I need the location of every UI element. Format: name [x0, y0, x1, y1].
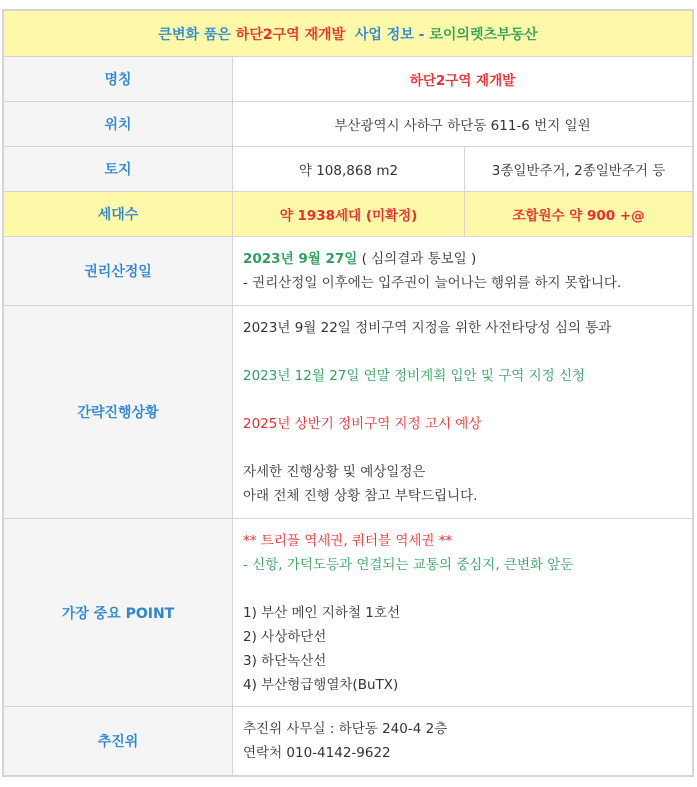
progress-line-4: 자세한 진행상황 및 예상일정은: [243, 464, 426, 480]
row-land: [4, 147, 693, 192]
points-sub: - 신항, 가덕도등과 연결되는 교통의 중심지, 큰변화 앞둔: [243, 556, 574, 573]
progress-line-1: 2023년 9월 22일 정비구역 지정을 위한 사전타당성 심의 통과: [243, 320, 612, 336]
row-households: [4, 192, 693, 237]
label-land: 토지: [4, 147, 233, 192]
points-item-3: 3) 하단녹산선: [243, 652, 327, 669]
value-land-area: 약 108,868 m2: [233, 147, 465, 192]
committee-contact: 연락처 010-4142-9622: [243, 745, 391, 761]
info-table: [2, 9, 694, 777]
rights-date-line: [243, 247, 682, 271]
row-committee: [4, 707, 693, 776]
rights-date-note: ( 심의결과 통보일 ): [357, 251, 477, 267]
row-progress: [4, 306, 693, 519]
progress-line-5: 아래 전체 진행 상황 참고 부탁드립니다.: [243, 488, 478, 504]
value-households-members: 조합원수 약 900 +@: [465, 192, 693, 237]
label-rights-date: 권리산정일: [4, 237, 233, 306]
title-agency: 로이의렛츠부동산: [429, 26, 538, 43]
committee-office: 추진위 사무실 : 하단동 240-4 2층: [243, 721, 448, 737]
rights-date-notice: - 권리산정일 이후에는 입주권이 늘어나는 행위를 하지 못합니다.: [243, 275, 622, 291]
row-points: [4, 519, 693, 707]
title-row: [4, 11, 693, 57]
points-item-4: 4) 부산형급행열차(BuTX): [243, 676, 399, 693]
value-committee: [233, 707, 693, 776]
title-part2: 사업 정보 -: [345, 26, 430, 43]
row-location: [4, 102, 693, 147]
progress-line-3: 2025년 상반기 정비구역 지정 고시 예상: [243, 416, 482, 432]
points-headline: ** 트리플 역세권, 쿼터블 역세권 **: [243, 532, 453, 549]
table-title: [4, 11, 693, 57]
label-name: 명칭: [4, 57, 233, 102]
row-rights-date: [4, 237, 693, 306]
label-committee: 추진위: [4, 707, 233, 776]
value-progress: [233, 306, 693, 519]
label-progress: 간략진행상황: [4, 306, 233, 519]
label-location: 위치: [4, 102, 233, 147]
label-households: 세대수: [4, 192, 233, 237]
rights-date: 2023년 9월 27일: [243, 251, 358, 267]
points-item-1: 1) 부산 메인 지하철 1호선: [243, 604, 400, 621]
title-part1: 큰변화 품은: [158, 26, 236, 43]
value-location: 부산광역시 사하구 하단동 611-6 번지 일원: [233, 102, 693, 147]
row-name: [4, 57, 693, 102]
value-households-count: 약 1938세대 (미확정): [233, 192, 465, 237]
value-name: 하단2구역 재개발: [233, 57, 693, 102]
points-item-2: 2) 사상하단선: [243, 628, 327, 645]
label-points: 가장 중요 POINT: [4, 519, 233, 707]
value-rights-date: [233, 237, 693, 306]
value-points: [233, 519, 693, 707]
title-highlight: 하단2구역 재개발: [235, 26, 346, 43]
progress-line-2: 2023년 12월 27일 연말 정비계획 입안 및 구역 지정 신청: [243, 368, 586, 384]
value-land-zoning: 3종일반주거, 2종일반주거 등: [465, 147, 693, 192]
